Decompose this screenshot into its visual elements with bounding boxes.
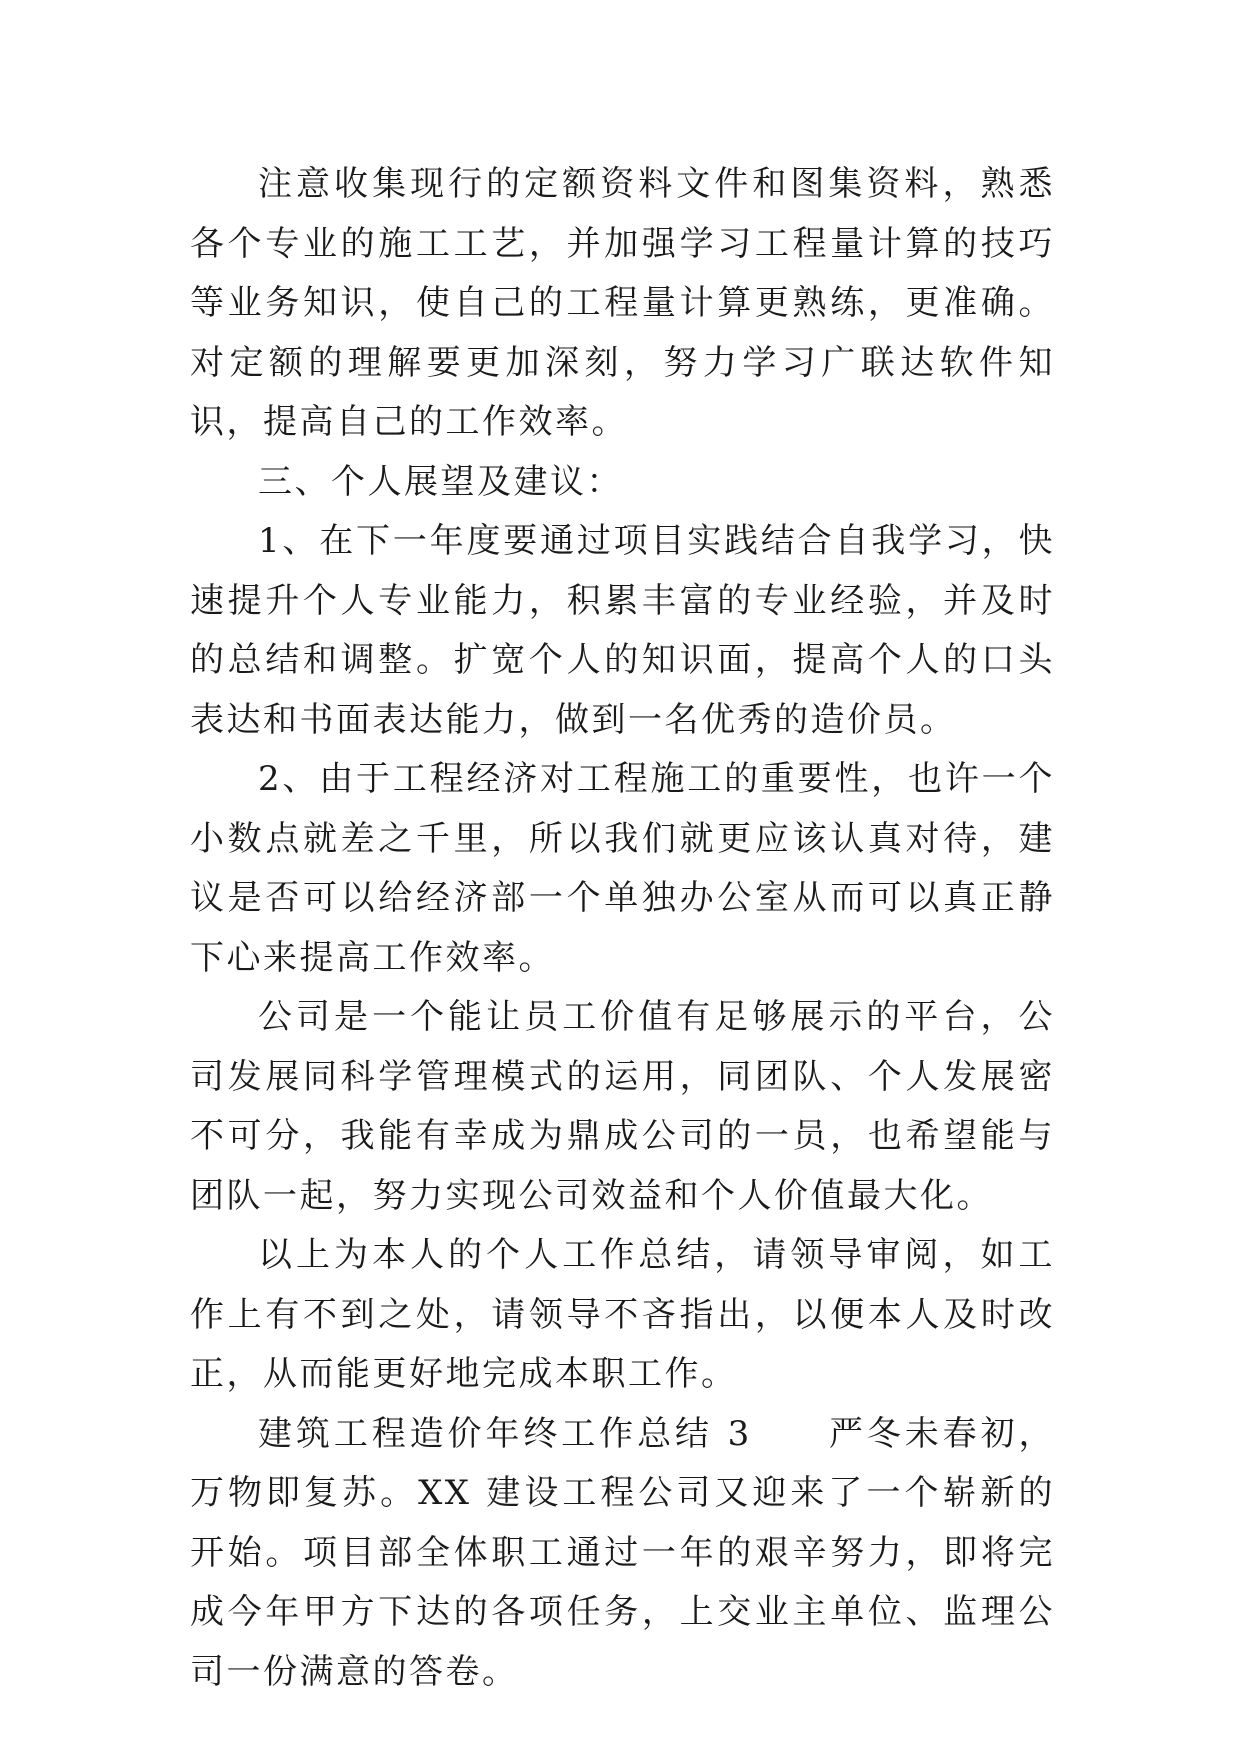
section-heading: 三、个人展望及建议： bbox=[258, 461, 623, 502]
paragraph: 1、在下一年度要通过项目实践结合自我学习，快速提升个人专业能力，积累丰富的专业经验，并及时的总结和调整。扩宽个人的知识面，提高个人的口头表达和书面表达能力，做到一名优秀的造价员。 bbox=[190, 521, 1055, 740]
paragraph: 建筑工程造价年终工作总结 3 严冬未春初，万物即复苏。XX 建设工程公司又迎来了一个崭新的开始。项目部全体职工通过一年的艰辛努力，即将完成今年甲方下达的各项任务，上交业主单位、监理公司一份满意的答卷。 bbox=[190, 1413, 1055, 1692]
paragraph: 公司是一个能让员工价值有足够展示的平台，公司发展同科学管理模式的运用，同团队、个人发展密不可分，我能有幸成为鼎成公司的一员，也希望能与团队一起，努力实现公司效益和个人价值最大化。 bbox=[190, 997, 1055, 1216]
document-body bbox=[190, 155, 1055, 1702]
paragraph: 以上为本人的个人工作总结，请领导审阅，如工作上有不到之处，请领导不吝指出，以便本人及时改正，从而能更好地完成本职工作。 bbox=[190, 1235, 1055, 1394]
paragraph: 注意收集现行的定额资料文件和图集资料，熟悉各个专业的施工工艺，并加强学习工程量计算的技巧等业务知识，使自己的工程量计算更熟练，更准确。对定额的理解要更加深刻，努力学习广联达软件知识，提高自己的工作效率。 bbox=[190, 164, 1055, 442]
paragraph: 2、由于工程经济对工程施工的重要性，也许一个小数点就差之千里，所以我们就更应该认真对待，建议是否可以给经济部一个单独办公室从而可以真正静下心来提高工作效率。 bbox=[190, 759, 1055, 978]
